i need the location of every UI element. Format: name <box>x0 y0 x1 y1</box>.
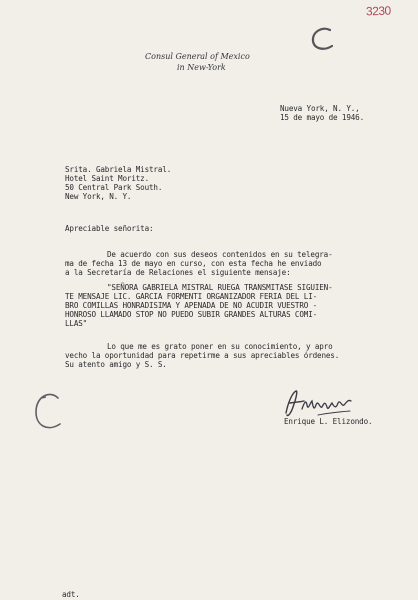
telegram-line: HONROSO LLAMADO STOP NO PUEDO SUBIR GRANDES ALTURAS COMI- <box>65 310 318 319</box>
signatory-name: Enrique L. Elizondo. <box>284 417 373 426</box>
recipient-line: New York, N. Y. <box>65 192 132 201</box>
pencil-c-mark-top <box>308 24 338 54</box>
archive-number: 3230 <box>365 3 391 19</box>
salutation: Apreciable señorita: <box>65 224 154 233</box>
date-line-2: 15 de mayo de 1946. <box>280 113 365 122</box>
recipient-line: Hotel Saint Moritz. <box>65 174 150 183</box>
paragraph-1-line: a la Secretaría de Relaciones el siguiente mensaje: <box>65 268 291 277</box>
recipient-line: Srita. Gabriela Mistral. <box>65 165 172 174</box>
recipient-line: 50 Central Park South. <box>65 183 163 192</box>
letterhead-line-1: Consul General of Mexico <box>145 52 250 61</box>
paragraph-2-line: Lo que me es grato poner en su conocimiento, y apro <box>107 342 333 351</box>
telegram-line: TE MENSAJE LIC. GARCIA FORMENTI ORGANIZADOR FERIA DEL LI- <box>65 292 318 301</box>
telegram-line: "SEÑORA GABRIELA MISTRAL RUEGA TRANSMITASE SIGUIEN- <box>107 283 333 292</box>
letterhead <box>145 51 250 73</box>
telegram-line: LLAS" <box>65 319 88 328</box>
pencil-c-mark-margin <box>28 388 68 436</box>
paragraph-2-line: vecho la oportunidad para repetirme a sus apreciables órdenes. <box>65 351 340 360</box>
paragraph-1-line: De acuerdo con sus deseos contenidos en su telegra- <box>107 250 333 259</box>
telegram-line: BRO COMILLAS HONRADISIMA Y APENADA DE NO ACUDIR VUESTRO - <box>65 301 318 310</box>
footer-initials: adt. <box>62 590 80 599</box>
paragraph-1-line: ma de fecha 13 de mayo en curso, con esta fecha he enviado <box>65 259 322 268</box>
date-line-1: Nueva York, N. Y., <box>280 104 360 113</box>
letterhead-line-2: in New-York <box>177 63 226 72</box>
paragraph-2-line: Su atento amigo y S. S. <box>65 360 167 369</box>
